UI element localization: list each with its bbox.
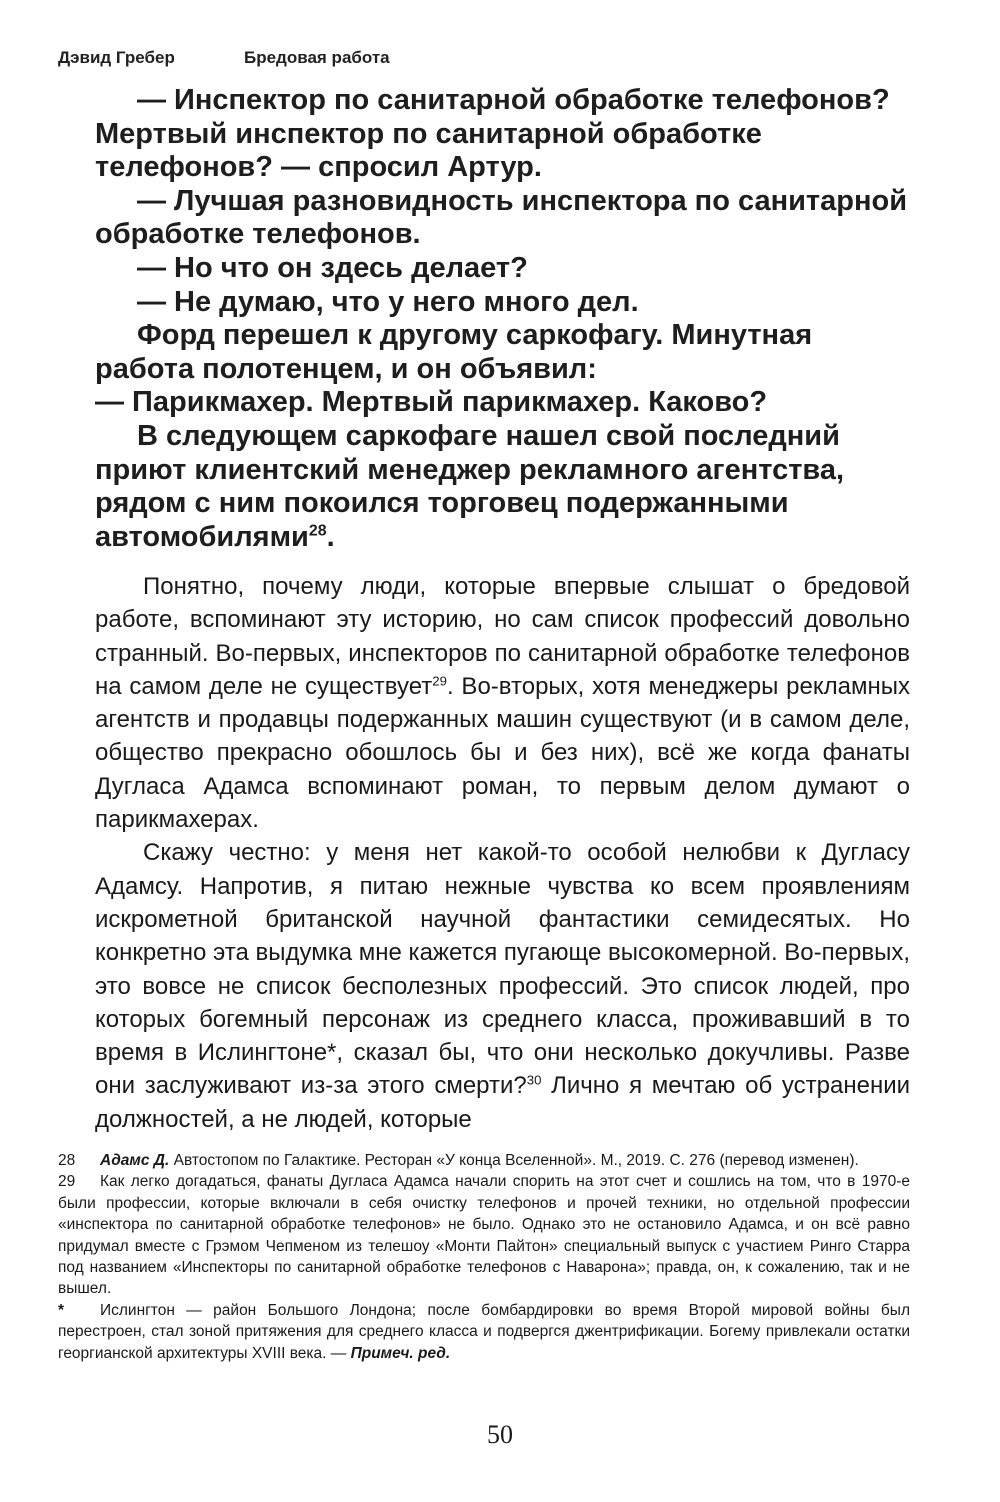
footnote-28 [58,1150,910,1171]
body-text [95,570,910,1136]
body-paragraph [95,570,910,836]
footnote-number: 28 [58,1152,76,1169]
footnote-author: Адамс Д. [100,1152,170,1169]
quote-paragraph: — Но что он здесь делает? [137,251,528,284]
quote-paragraph: — Инспектор по санитарной обработке телефонов? Мертвый инспектор по санитарной обработке телефонов? — спросил Артур. [95,84,890,184]
body-text-span: Понятно, почему люди, которые впервые слышат о бредовой работе, вспоминают эту историю, но сам список профессий довольно странный. Во-первых, инспекторов по санитарной обработке телефонов на самом деле не существует [95,573,910,700]
quote-paragraph: — Парикмахер. Мертвый парикмахер. Каково? [95,386,768,419]
body-text-span: Лично я мечтаю об устранении должностей, а не людей, которые [95,1072,911,1133]
footnote-ref-28: 28 [308,522,327,540]
footnote-text: Ислингтон — район Большого Лондона; после бомбардировки во время Второй мировой войны был перестроен, стал зоной притяжения для среднего класса и подвергся джентрификации. Богему привлекали остатки георгианской архитектуры XVIII века. — [58,1301,910,1362]
editor-note: Примеч. ред. [350,1344,451,1362]
footnote-number: 29 [58,1173,76,1191]
footnote-ref-30: 30 [526,1072,542,1088]
quote-paragraph: — Не думаю, что у него много дел. [137,285,639,318]
footnote-ref-29: 29 [432,673,447,689]
page-number: 50 [487,1420,513,1449]
quote-paragraph: Форд перешел к другому саркофагу. Минутная работа полотенцем, и он объявил: [95,319,813,385]
footnote-star [58,1300,910,1364]
header-author: Дэвид Гребер [58,48,175,67]
quote-paragraph: В следующем саркофаге нашел свой последний приют клиентский менеджер рекламного агентства, рядом с ним покоился торговец подержанными автомобилями$^{28}$. [95,419,845,553]
body-text-span: . Во-вторых, хотя менеджеры рекламных агентств и продавцы подержанных машин существуют (и в самом деле, общество прекрасно обошлось бы и без них), всё же когда фанаты Дугласа Адамса вспоминают роман, то первым делом думают о парикмахерах. [95,672,910,834]
footnote-29 [58,1171,910,1299]
footnotes [58,1150,910,1364]
header-book-title: Бредовая работа [244,48,390,67]
footnote-text: Автостопом по Галактике. Ресторан «У конца Вселенной». М., 2019. С. 276 (перевод изменен). [169,1152,859,1169]
quote-text: В следующем саркофаге нашел свой последний приют клиентский менеджер рекламного агентства, рядом с ним покоился торговец подержанными автомобилями [95,419,845,553]
footnote-mark: * [58,1301,65,1319]
body-text-span: Скажу честно: у меня нет какой-то особой нелюбви к Дугласу Адамсу. Напротив, я питаю нежные чувства ко всем проявлениям искрометной британской научной фантастики семидесятых. Но конкретно эта выдумка мне кажется пугающе высокомерной. Во-первых, это вовсе не список бесполезных профессий. Это список людей, про которых богемный персонаж из среднего класса, проживавший в то время в Ислингтоне*, сказал бы, что они несколько докучливы. Разве они заслуживают из-за этого смерти? [95,839,910,1100]
epigraph-quote [95,84,910,554]
quote-paragraph: — Лучшая разновидность инспектора по санитарной обработке телефонов. [95,184,908,251]
footnote-text: Как легко догадаться, фанаты Дугласа Адамса начали спорить на этот счет и сошлись на том, что в 1970-е были профессии, которые включали в себя очистку телефонов и прочей техники, но отдельной профессии «инспектора по санитарной обработке телефонов» не было. Однако это не остановило Адамса, и он всё равно придумал вместе с Грэмом Чепменом из телешоу «Монти Пайтон» специальный выпуск с участием Ринго Старра под названием «Инспекторы по санитарной обработке телефонов с Наварона»; правда, он, к сожалению, так и не вышел. [58,1173,910,1298]
body-paragraph [95,836,910,1136]
